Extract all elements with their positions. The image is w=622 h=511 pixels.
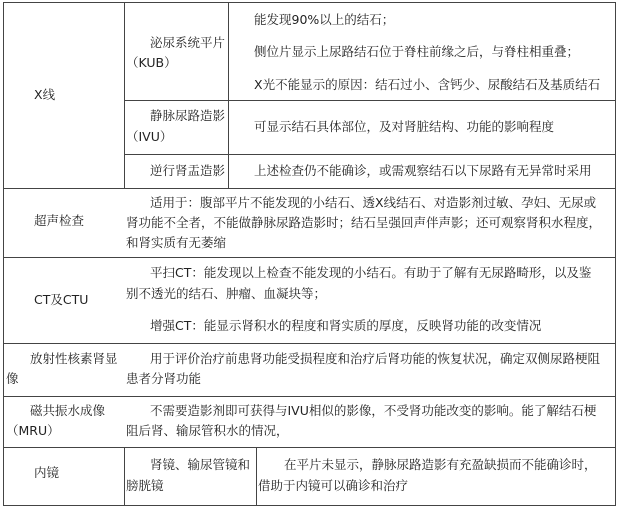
detail-endoscopy-1: 在平片未显示，静脉尿路造影有充盈缺损而不能确诊时，	[284, 457, 597, 472]
method-endoscopy-2: 膀胱镜	[126, 478, 164, 493]
category-mru-line2: （MRU）	[6, 423, 60, 438]
category-nuclide-line2: 像	[6, 371, 19, 386]
table-border-left	[3, 2, 4, 506]
detail-kub-1: 能发现90%以上的结石；	[254, 12, 395, 27]
col-divider	[256, 447, 257, 506]
table-border-top	[3, 2, 615, 3]
category-xray: X线	[34, 87, 56, 102]
method-ivu-line1: 静脉尿路造影	[150, 108, 226, 123]
method-retrograde: 逆行肾盂造影	[150, 163, 226, 178]
detail-ivu: 可显示结石具体部位，及对肾脏结构、功能的影响程度	[254, 119, 555, 134]
detail-nuclide-1: 用于评价治疗前患肾功能受损程度和治疗后肾功能的恢复状况，确定双侧尿路梗阻	[150, 351, 601, 366]
row-divider	[124, 154, 615, 155]
col-divider	[228, 2, 229, 189]
detail-mru-2: 阻后肾、输尿管积水的情况，	[126, 423, 289, 438]
row-divider	[124, 100, 615, 101]
detail-kub-2: 侧位片显示上尿路结石位于脊柱前缘之后，与脊柱相重叠；	[254, 44, 580, 59]
method-kub-line2: （KUB）	[126, 55, 177, 70]
detail-ct-2: 别不透光的结石、肿瘤、血凝块等；	[126, 286, 327, 301]
detail-kub-3: X光不能显示的原因：结石过小、含钙少、尿酸结石及基质结石	[254, 77, 601, 92]
table-border-bottom	[3, 505, 615, 506]
category-nuclide-line1: 放射性核素肾显	[30, 351, 118, 366]
row-divider	[3, 188, 615, 189]
detail-mru-1: 不需要造影剂即可获得与IVU相似的影像，不受肾功能改变的影响。能了解结石梗	[150, 403, 597, 418]
detail-nuclide-2: 患者分肾功能	[126, 371, 202, 386]
row-divider	[3, 257, 615, 258]
detail-ct-1: 平扫CT：能发现以上检查不能发现的小结石。有助于了解有无尿路畸形，以及鉴	[150, 265, 592, 280]
detail-endoscopy-2: 借助于内镜可以确诊和治疗	[258, 478, 409, 493]
col-divider	[124, 2, 125, 189]
row-divider	[3, 396, 615, 397]
category-endoscopy: 内镜	[34, 465, 60, 480]
row-divider	[3, 343, 615, 344]
table-border-right	[615, 2, 616, 506]
category-ultrasound: 超声检查	[34, 213, 85, 228]
detail-ultrasound-2: 肾功能不全者，不能做静脉尿路造影时；结石呈强回声伴声影；还可观察肾积水程度，	[126, 215, 602, 230]
detail-retrograde: 上述检查仍不能确诊，或需观察结石以下尿路有无异常时采用	[254, 163, 592, 178]
method-endoscopy-1: 肾镜、输尿管镜和	[150, 457, 251, 472]
col-divider	[124, 447, 125, 506]
row-divider	[3, 447, 615, 448]
detail-ultrasound-1: 适用于：腹部平片不能发现的小结石、透X线结石、对造影剂过敏、孕妇、无尿或	[150, 195, 597, 210]
category-mru-line1: 磁共振水成像	[30, 403, 106, 418]
method-kub-line1: 泌尿系统平片	[150, 35, 226, 50]
detail-ct-3: 增强CT：能显示肾积水的程度和肾实质的厚度，反映肾功能的改变情况	[150, 318, 542, 333]
detail-ultrasound-3: 和肾实质有无萎缩	[126, 235, 227, 250]
category-ct: CT及CTU	[34, 292, 89, 307]
method-ivu-line2: （IVU）	[126, 129, 173, 144]
